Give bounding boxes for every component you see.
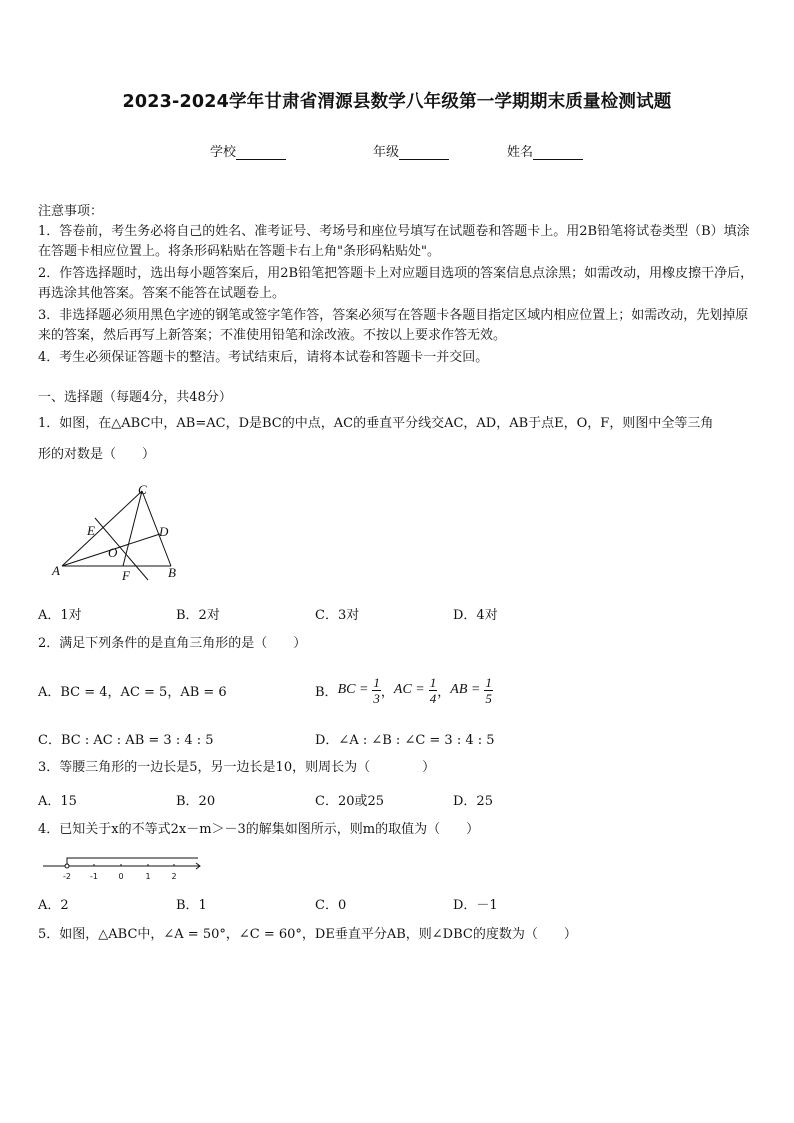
q1-option-d[interactable]: D．4对	[453, 608, 498, 623]
q2-option-b[interactable]: B． BC = $\frac{1}{3}$ ， AC = $\frac{1}{4}$ ， AB = $\frac{1}{5}$	[315, 674, 492, 706]
notes-heading: 注意事项：	[38, 204, 104, 219]
q1-option-b[interactable]: B．2对	[176, 608, 220, 623]
q2-b-frac-2: $\frac{1}{4}$	[429, 674, 437, 706]
q1-option-c[interactable]: C．3对	[315, 608, 360, 623]
note-3: 3．非选择题必须用黑色字迹的钢笔或签字笔作答，答案必须写在答题卡各题目指定区域内相应位置上；如需改动，先划掉原来的答案，然后再写上新答案；不准使用铅笔和涂改液。不按以上要求作答无效。	[38, 308, 749, 343]
note-1: 1．答卷前，考生务必将自己的姓名、准考证号、考场号和座位号填写在试题卷和答题卡上。用2B铅笔将试卷类型（B）填涂在答题卡相应位置上。将条形码粘贴在答题卡右上角"条形码粘贴处"。	[38, 224, 750, 259]
q2-b-frac-3: $\frac{1}{5}$	[485, 674, 492, 706]
note-2: 2．作答选择题时，选出每小题答案后，用2B铅笔把答题卡上对应题目选项的答案信息点涂黑；如需改动，用橡皮擦干净后，再选涂其他答案。答案不能答在试题卷上。	[38, 266, 754, 301]
school-field[interactable]	[210, 141, 286, 160]
q2-option-b-prefix: B．	[315, 684, 338, 700]
q1-stem-line1: 1．如图，在△ABC中，AB=AC，D是BC的中点，AC的垂直平分线交AC，AD，AB于点E，O，F，则图中全等三角	[38, 416, 714, 431]
tick-label: -1	[90, 872, 98, 881]
q3-stem: 3．等腰三角形的一边长是5，另一边长是10，则周长为（ ）	[38, 760, 436, 775]
q2-b-frac-1: $\frac{1}{3}$	[373, 674, 380, 706]
q2-option-c[interactable]: C．BC : AC : AB = 3 : 4 : 5	[38, 733, 214, 748]
school-blank[interactable]	[236, 145, 286, 160]
name-field[interactable]	[507, 141, 583, 160]
q4-number-line	[40, 848, 205, 884]
q2-b-ac: AC =	[393, 682, 425, 697]
q3-option-d[interactable]: D．25	[453, 794, 493, 809]
q4-stem: 4．已知关于x的不等式2x－m＞－3的解集如图所示，则m的取值为（ ）	[38, 822, 480, 837]
q2-b-bc: BC =	[337, 682, 369, 697]
label-c: C	[138, 482, 147, 497]
tick-label: 0	[118, 872, 124, 881]
q4-option-b[interactable]: B．1	[176, 898, 207, 913]
tick-label: 1	[145, 872, 151, 881]
q1-triangle-figure	[45, 480, 195, 585]
q4-option-c[interactable]: C．0	[315, 898, 347, 913]
label-a: A	[52, 563, 60, 578]
grade-label: 年级	[373, 145, 400, 160]
label-e: E	[87, 523, 95, 538]
open-point	[65, 864, 69, 868]
grade-blank[interactable]	[399, 145, 449, 160]
q4-option-d[interactable]: D．－1	[453, 898, 498, 913]
grade-field[interactable]	[373, 141, 449, 160]
tick-label: -2	[63, 872, 71, 881]
q2-option-a[interactable]: A．BC = 4，AC = 5，AB = 6	[38, 685, 227, 700]
label-f: F	[122, 568, 130, 583]
section-heading: 一、选择题（每题4分，共48分）	[38, 390, 232, 405]
q4-option-a[interactable]: A．2	[38, 898, 69, 913]
q2-option-d[interactable]: D．∠A : ∠B : ∠C = 3 : 4 : 5	[315, 733, 495, 748]
q5-stem: 5．如图，△ABC中，∠A = 50°，∠C = 60°，DE垂直平分AB，则∠DBC的度数为（ ）	[38, 927, 577, 942]
page-title: 2023-2024学年甘肃省渭源县数学八年级第一学期期末质量检测试题	[122, 92, 672, 112]
q2-stem: 2．满足下列条件的是直角三角形的是（ ）	[38, 636, 307, 651]
label-b: B	[168, 565, 176, 580]
school-label: 学校	[210, 145, 237, 160]
q2-b-ab: AB =	[450, 682, 481, 697]
note-4: 4．考生必须保证答题卡的整洁。考试结束后，请将本试卷和答题卡一并交回。	[38, 350, 489, 365]
q1-option-a[interactable]: A．1对	[38, 608, 82, 623]
q1-stem-line2: 形的对数是（ ）	[38, 447, 156, 462]
solution-ray	[67, 858, 198, 866]
label-o: O	[108, 545, 118, 560]
q3-option-a[interactable]: A．15	[38, 794, 77, 809]
name-blank[interactable]	[533, 145, 583, 160]
tick-label: 2	[171, 872, 177, 881]
label-d: D	[159, 524, 169, 539]
q3-option-c[interactable]: C．20或25	[315, 794, 385, 809]
side-ac	[62, 491, 142, 566]
name-label: 姓名	[507, 145, 534, 160]
q3-option-b[interactable]: B．20	[176, 794, 216, 809]
